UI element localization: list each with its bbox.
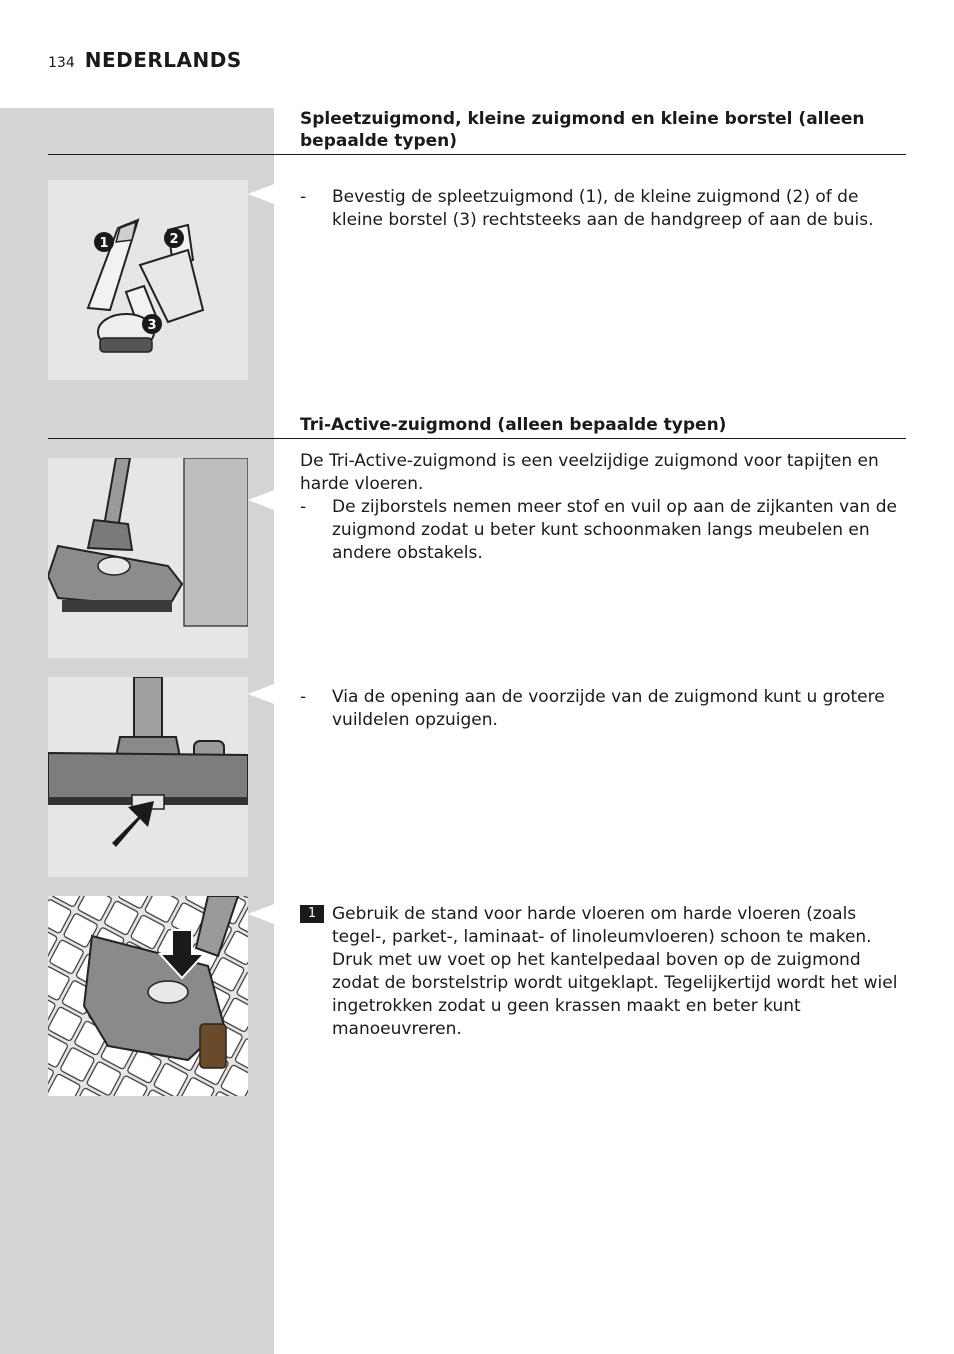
figure-pointer <box>248 184 274 204</box>
bullet-text: Via de opening aan de voorzijde van de zuigmond kunt u grotere vuildelen opzuigen. <box>332 687 885 730</box>
bullet-dash: - <box>300 187 307 207</box>
arrow-up-icon <box>112 801 154 847</box>
section-rule <box>48 438 906 439</box>
front-opening-instructions <box>300 686 900 732</box>
furniture-drawing <box>184 458 248 626</box>
bullet-dash: - <box>300 687 307 707</box>
section-title-triactive: Tri-Active-zuigmond (alleen bepaalde typen) <box>300 415 727 435</box>
intro-text: De Tri-Active-zuigmond is een veelzijdige zuigmond voor tapijten en harde vloeren. <box>300 451 879 494</box>
badge-3-label: 3 <box>147 318 157 333</box>
bullet-text: De zijborstels nemen meer stof en vuil op aan de zijkanten van de zuigmond zodat u beter kunt schoonmaken langs meubelen en andere obstakels. <box>332 497 897 563</box>
figure-side-brushes <box>48 458 248 658</box>
badge-2-label: 2 <box>169 232 179 247</box>
nozzle-front-drawing <box>48 677 248 809</box>
language-heading: NEDERLANDS <box>84 48 242 72</box>
section-rule <box>48 154 906 155</box>
figure-pointer <box>248 684 274 704</box>
page-header <box>48 48 242 72</box>
page-number: 134 <box>48 55 75 71</box>
hard-floor-instructions <box>300 903 900 1041</box>
bullet-text: Bevestig de spleetzuigmond (1), de kleine zuigmond (2) of de kleine borstel (3) rechtsteeks aan de handgreep of aan de buis. <box>332 187 874 230</box>
section-title-nozzles: Spleetzuigmond, kleine zuigmond en kleine borstel (alleen bepaalde typen) <box>300 109 865 151</box>
nozzle-drawing <box>48 458 182 612</box>
figure-pointer <box>248 904 274 924</box>
nozzles-instructions <box>300 186 900 232</box>
list-item <box>300 686 900 732</box>
figure-pointer <box>248 490 274 510</box>
step-number-badge: 1 <box>300 905 324 923</box>
step-item <box>300 903 900 1041</box>
bullet-dash: - <box>300 497 307 517</box>
badge-1-label: 1 <box>99 236 109 251</box>
step-text: Gebruik de stand voor harde vloeren om harde vloeren (zoals tegel-, parket-, laminaat- of linoleumvloeren) schoon te maken. Druk met uw voet op het kantelpedaal boven op de zuigmond zodat de borstelstrip wordt uitgeklapt. Tegelijkertijd wordt het wiel ingetrokken zodat u geen krassen maakt en beter kunt manoeuvreren. <box>332 904 898 1039</box>
figure-nozzles <box>48 180 248 380</box>
list-item <box>300 186 900 232</box>
list-item <box>300 496 900 565</box>
figure-hard-floor <box>48 896 248 1096</box>
triactive-description <box>300 450 900 565</box>
figure-front-opening <box>48 677 248 877</box>
